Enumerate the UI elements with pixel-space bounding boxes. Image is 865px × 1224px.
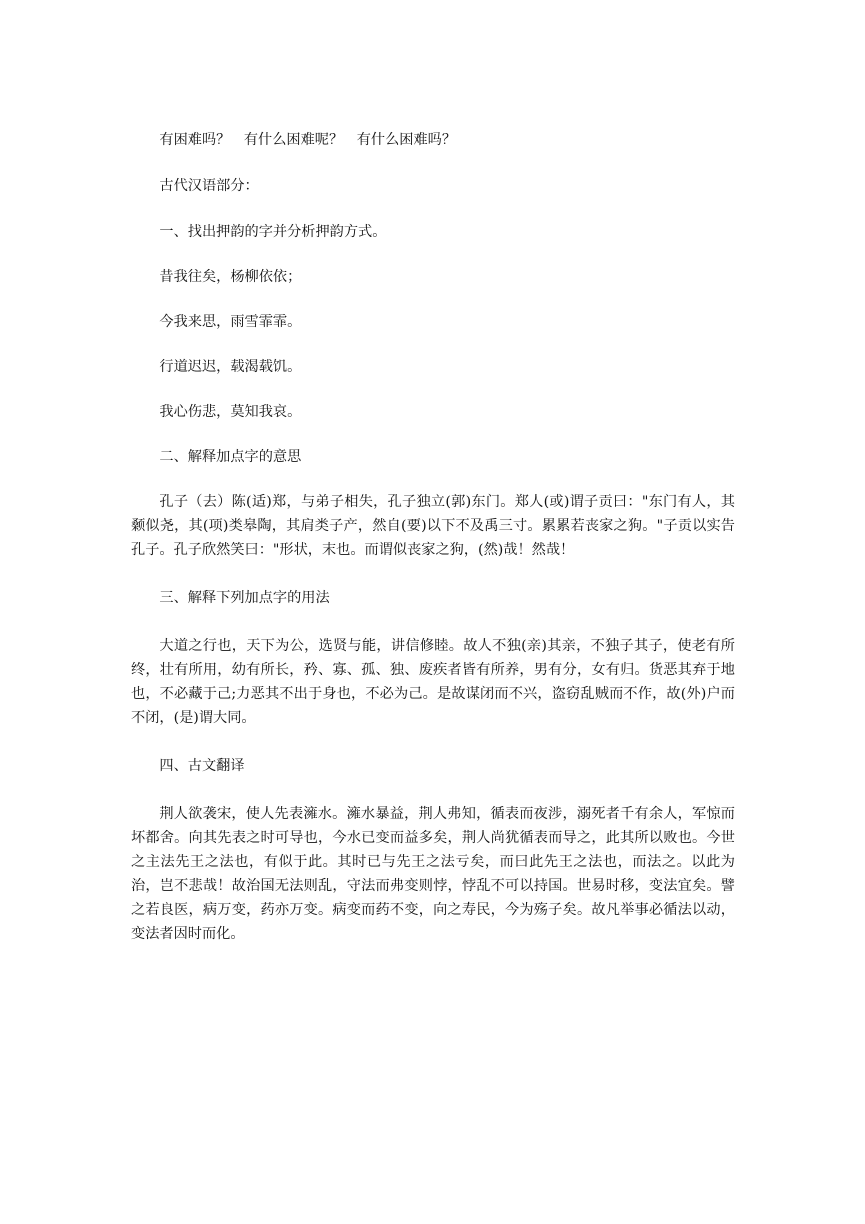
passage-jingren: 荆人欲袭宋，使人先表澭水。澭水暴益，荆人弗知，循表而夜涉，溺死者千有余人，军惊而坏都舍。向其先表之时可导也，今水已变而益多矣，荆人尚犹循表而导之，此其所以败也。今世之主法先王之法也，有似于此。其时已与先王之法亏矣，而曰此先王之法也，而法之。以此为治，岂不悲哉！故治国无法则乱，守法而弗变则悖，悖乱不可以持国。世易时移，变法宜矣。譬之若良医，病万变，药亦万变。病变而药不变，向之寿民，今为殇子矣。故凡举事必循法以动，变法者因时而化。 — [131, 806, 735, 942]
questions-line: 有困难吗？ 有什么困难呢？ 有什么困难吗？ — [159, 132, 457, 148]
section-heading-ancient-chinese: 古代汉语部分： — [159, 178, 259, 194]
section-heading-usage: 三、解释下列加点字的用法 — [159, 590, 330, 606]
document-body — [131, 128, 735, 946]
section-heading-explain-dotted: 二、解释加点字的意思 — [159, 449, 302, 465]
passage-confucius: 孔子（去）陈(适)郑，与弟子相失，孔子独立(郭)东门。郑人(或)谓子贡曰："东门有人，其颡似尧，其(项)类皋陶，其肩类子产，然自(要)以下不及禹三寸。累累若丧家之狗。"子贡以实告孔子。孔子欣然笑曰："形状，末也。而谓似丧家之狗，(然)哉！然哉！ — [131, 494, 735, 558]
poem-line-2: 今我来思，雨雪霏霏。 — [159, 314, 302, 330]
poem-line-1: 昔我往矣，杨柳依依； — [159, 269, 302, 285]
poem-line-4: 我心伤悲，莫知我哀。 — [159, 404, 302, 420]
passage-datong: 大道之行也，天下为公，选贤与能，讲信修睦。故人不独(亲)其亲，不独子其子，使老有所终，壮有所用，幼有所长，矜、寡、孤、独、废疾者皆有所养，男有分，女有归。货恶其弃于地也，不必藏于己;力恶其不出于身也，不必为己。是故谋闭而不兴，盗窃乱贼而不作，故(外)户而不闭，(是)谓大同。 — [131, 638, 735, 726]
poem-line-3: 行道迟迟，载渴载饥。 — [159, 359, 302, 375]
section-heading-rhyme: 一、找出押韵的字并分析押韵方式。 — [159, 224, 387, 240]
section-heading-translation: 四、古文翻译 — [159, 758, 245, 774]
